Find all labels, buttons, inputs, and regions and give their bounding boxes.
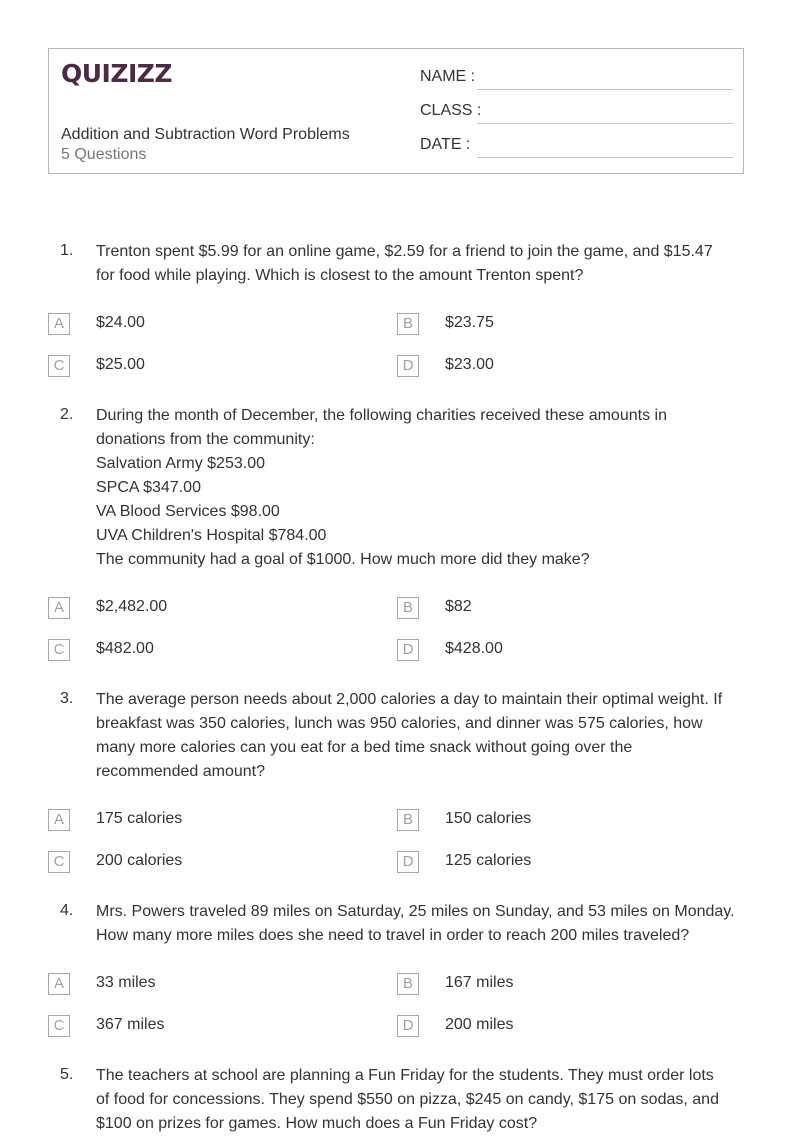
option-letter-box: D — [397, 639, 419, 661]
question-number: 1. — [60, 242, 74, 259]
question-line: donations from the community: — [96, 431, 315, 448]
option-text: 175 calories — [96, 810, 183, 827]
worksheet-header — [48, 48, 744, 174]
class-label: CLASS : — [420, 102, 482, 119]
question-text — [96, 1064, 752, 1136]
question-number: 4. — [60, 902, 74, 919]
question-text — [96, 900, 752, 948]
option-letter-box: A — [48, 313, 70, 335]
question-number: 3. — [60, 690, 74, 707]
option-text: 367 miles — [96, 1016, 165, 1033]
question-line: UVA Children's Hospital $784.00 — [96, 527, 327, 544]
worksheet-title: Addition and Subtraction Word Problems — [61, 126, 350, 143]
class-line[interactable] — [477, 123, 733, 124]
question-line: Trenton spent $5.99 for an online game, $2.59 for a friend to join the game, and $15.47 — [96, 243, 713, 260]
question-line: How many more miles does she need to travel in order to reach 200 miles traveled? — [96, 927, 690, 944]
option-text: 167 miles — [445, 974, 514, 991]
name-line[interactable] — [477, 89, 733, 90]
option-letter-box: C — [48, 639, 70, 661]
option-text: $82 — [445, 598, 472, 615]
option-letter-box: C — [48, 1015, 70, 1037]
option-letter-box: A — [48, 597, 70, 619]
question-line: The teachers at school are planning a Fun Friday for the students. They must order lots — [96, 1067, 714, 1084]
option-letter-box: B — [397, 809, 419, 831]
option-letter-box: D — [397, 851, 419, 873]
option-letter-box: D — [397, 1015, 419, 1037]
question-line: breakfast was 350 calories, lunch was 950 calories, and dinner was 575 calories, how — [96, 715, 703, 732]
question-line: recommended amount? — [96, 763, 265, 780]
option-letter-box: B — [397, 973, 419, 995]
name-label: NAME : — [420, 68, 476, 85]
question-text — [96, 404, 752, 572]
option-text: $482.00 — [96, 640, 154, 657]
question-line: VA Blood Services $98.00 — [96, 503, 280, 520]
question-line: Salvation Army $253.00 — [96, 455, 265, 472]
option-text: $23.00 — [445, 356, 494, 373]
date-line[interactable] — [477, 157, 733, 158]
option-letter-box: C — [48, 355, 70, 377]
option-text: $428.00 — [445, 640, 503, 657]
option-letter-box: A — [48, 809, 70, 831]
option-text: $25.00 — [96, 356, 145, 373]
option-text: 150 calories — [445, 810, 532, 827]
option-text: $23.75 — [445, 314, 494, 331]
question-count: 5 Questions — [61, 146, 147, 163]
date-label: DATE : — [420, 136, 471, 153]
question-line: The community had a goal of $1000. How much more did they make? — [96, 551, 590, 568]
option-letter-box: C — [48, 851, 70, 873]
question-text — [96, 240, 752, 288]
option-text: $2,482.00 — [96, 598, 168, 615]
question-line: of food for concessions. They spend $550 on pizza, $245 on candy, $175 on sodas, and — [96, 1091, 719, 1108]
question-number: 2. — [60, 406, 74, 423]
question-line: for food while playing. Which is closest to the amount Trenton spent? — [96, 267, 584, 284]
question-line: SPCA $347.00 — [96, 479, 201, 496]
question-line: many more calories can you eat for a bed time snack without going over the — [96, 739, 633, 756]
question-line: Mrs. Powers traveled 89 miles on Saturday, 25 miles on Sunday, and 53 miles on Monday. — [96, 903, 735, 920]
quizizz-logo: QUIZIZZ — [61, 59, 173, 88]
option-letter-box: B — [397, 597, 419, 619]
option-text: 200 miles — [445, 1016, 514, 1033]
option-letter-box: B — [397, 313, 419, 335]
question-line: The average person needs about 2,000 calories a day to maintain their optimal weight. If — [96, 691, 723, 708]
option-text: 125 calories — [445, 852, 532, 869]
question-line: $100 on prizes for games. How much does a Fun Friday cost? — [96, 1115, 538, 1132]
option-text: 33 miles — [96, 974, 156, 991]
option-letter-box: D — [397, 355, 419, 377]
question-text — [96, 688, 752, 784]
option-text: 200 calories — [96, 852, 183, 869]
question-line: During the month of December, the following charities received these amounts in — [96, 407, 667, 424]
question-number: 5. — [60, 1066, 74, 1083]
option-text: $24.00 — [96, 314, 145, 331]
option-letter-box: A — [48, 973, 70, 995]
